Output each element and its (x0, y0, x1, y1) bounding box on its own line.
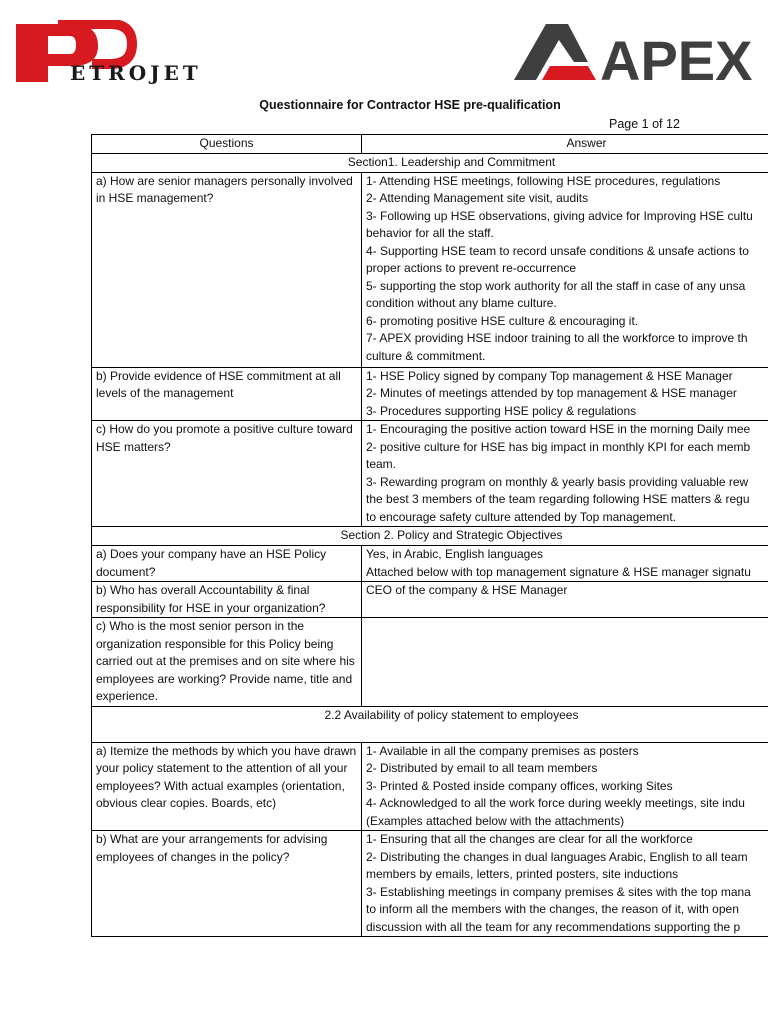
question-cell (92, 742, 362, 831)
answer-line: 2- positive culture for HSE has big impact in monthly KPI for each memb (366, 439, 751, 454)
petrojet-wordmark: ETROJET (70, 61, 202, 84)
answer-line: 4- Acknowledged to all the work force during weekly meetings, site indu (366, 796, 745, 810)
answer-line: to encourage safety culture attended by Top management. (366, 509, 676, 524)
answer-line: (Examples attached below with the attachments) (366, 813, 625, 828)
answer-line: 2- Attending Management site visit, audits (366, 191, 589, 205)
answer-line: CEO of the company & HSE Manager (366, 583, 568, 597)
table-body (92, 153, 768, 937)
table-row (92, 831, 768, 937)
answer-line: 2- Minutes of meetings attended by top management & HSE manager (366, 386, 737, 400)
question-text: a) How are senior managers personally involved in HSE management? (96, 173, 353, 205)
question-text: b) Provide evidence of HSE commitment at all levels of the management (96, 368, 341, 400)
answer-line: proper actions to prevent re-occurrence (366, 261, 577, 275)
answer-cell (362, 546, 768, 582)
answer-line: 3- Printed & Posted inside company offices, working Sites (366, 778, 673, 793)
question-text: c) Who is the most senior person in the organization responsible for this Policy being carried out at the premises and on site where his employees are working? Provide name, title and experience. (96, 619, 355, 703)
answer-line: Attached below with top management signature & HSE manager signatu (366, 564, 751, 579)
table-row (92, 582, 768, 618)
answer-line: behavior for all the staff. (366, 226, 494, 240)
petrojet-logo (14, 20, 304, 84)
answer-cell (362, 831, 768, 937)
answer-line: 7- APEX providing HSE indoor training to all the workforce to improve th (366, 331, 748, 345)
answer-line: 2- Distributing the changes in dual languages Arabic, English to all team (366, 849, 748, 864)
header-answer: Answer (362, 135, 768, 154)
answer-line: culture & commitment. (366, 348, 486, 363)
answer-line: 3- Procedures supporting HSE policy & regulations (366, 403, 637, 418)
answer-line: to inform all the members with the changes, the reason of it, with open (366, 902, 739, 916)
table-row (92, 421, 768, 527)
table-row (92, 618, 768, 707)
answer-cell (362, 367, 768, 421)
table-row (92, 546, 768, 582)
question-cell (92, 421, 362, 527)
answer-line: 1- Attending HSE meetings, following HSE procedures, regulations (366, 173, 721, 188)
answer-line: 3- Following up HSE observations, giving advice for Improving HSE cultu (366, 208, 753, 223)
answer-line: Yes, in Arabic, English languages (366, 547, 544, 561)
answer-line: 3- Rewarding program on monthly & yearly basis providing valuable rew (366, 474, 749, 489)
header-row (92, 135, 768, 154)
apex-accent (542, 66, 596, 80)
answer-line: 1- Ensuring that all the changes are clear for all the workforce (366, 832, 693, 846)
question-text: a) Does your company have an HSE Policy document? (96, 547, 327, 579)
page-number: Page 1 of 12 (609, 117, 680, 131)
answer-line: members by emails, letters, printed posters, site inductions (366, 867, 679, 881)
answer-cell (362, 421, 768, 527)
question-cell (92, 546, 362, 582)
answer-line: the best 3 members of the team regarding following HSE matters & regu (366, 492, 750, 506)
table-row (92, 742, 768, 831)
question-cell (92, 367, 362, 421)
answer-line: 1- HSE Policy signed by company Top management & HSE Manager (366, 368, 733, 383)
answer-line: condition without any blame culture. (366, 296, 557, 310)
answer-cell (362, 172, 768, 367)
document-title: Questionnaire for Contractor HSE pre-qualification (259, 98, 561, 112)
answer-line: 4- Supporting HSE team to record unsafe conditions & unsafe actions to (366, 243, 749, 258)
section-row (92, 153, 768, 172)
answer-line: 6- promoting positive HSE culture & encouraging it. (366, 313, 639, 328)
answer-line: 3- Establishing meetings in company premises & sites with the top mana (366, 884, 751, 899)
question-text: a) Itemize the methods by which you have drawn your policy statement to the attention of all your employees? With actual examples (orientation, obvious clear copies. Boards, etc) (96, 743, 357, 810)
answer-line: 5- supporting the stop work authority for all the staff in case of any unsa (366, 278, 746, 293)
answer-line: 1- Encouraging the positive action toward HSE in the morning Daily mee (366, 422, 751, 436)
answer-line: team. (366, 457, 397, 471)
question-text: b) What are your arrangements for advising employees of changes in the policy? (96, 832, 328, 864)
table-row (92, 172, 768, 367)
answer-line: 2- Distributed by email to all team members (366, 761, 598, 775)
question-text: b) Who has overall Accountability & final responsibility for HSE in your organization? (96, 583, 326, 615)
questionnaire-table (91, 134, 768, 937)
answer-cell (362, 618, 768, 707)
question-cell (92, 582, 362, 618)
answer-line: discussion with all the team for any recommendations supporting the p (366, 919, 741, 934)
table-row (92, 367, 768, 421)
section-title: Section1. Leadership and Commitment (92, 153, 768, 172)
answer-cell (362, 582, 768, 618)
section-row (92, 706, 768, 742)
section-title: 2.2 Availability of policy statement to employees (92, 706, 768, 742)
section-title: Section 2. Policy and Strategic Objectives (92, 527, 768, 546)
question-cell (92, 831, 362, 937)
apex-logo (508, 22, 758, 84)
question-cell (92, 618, 362, 707)
header-questions: Questions (92, 135, 362, 154)
apex-wordmark: APEX (600, 29, 753, 84)
answer-line: 1- Available in all the company premises as posters (366, 743, 639, 758)
answer-cell (362, 742, 768, 831)
section-row (92, 527, 768, 546)
question-text: c) How do you promote a positive culture toward HSE matters? (96, 422, 353, 454)
question-cell (92, 172, 362, 367)
